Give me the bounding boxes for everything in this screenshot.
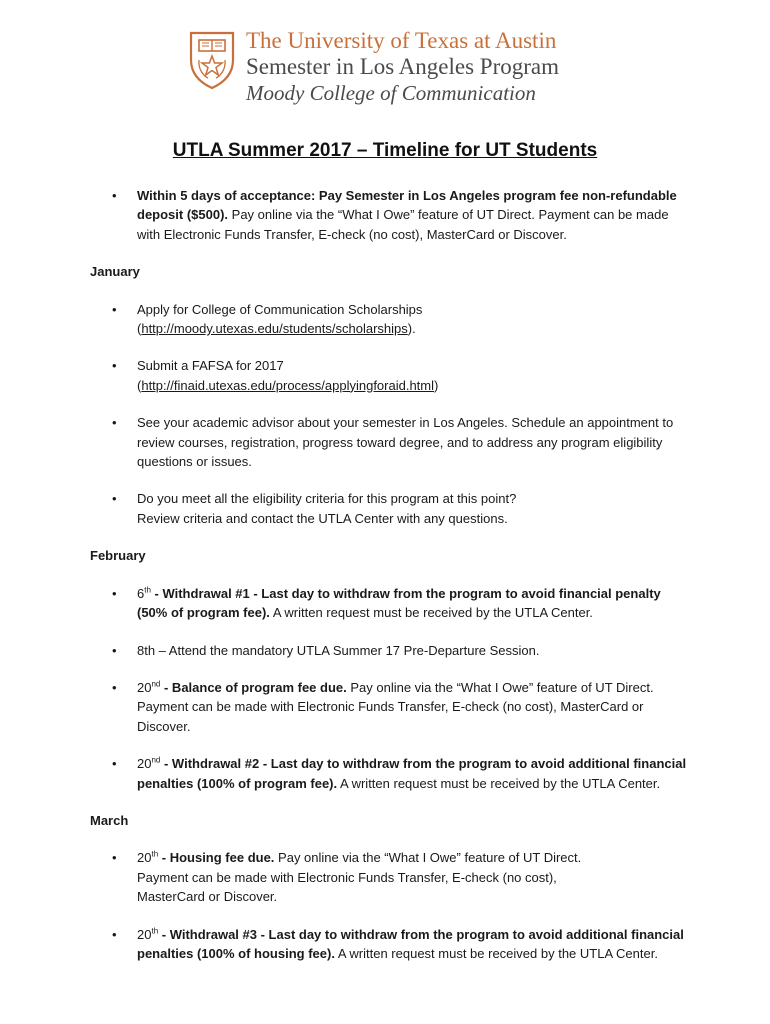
item-text: Do you meet all the eligibility criteria for this program at this point? [137,491,517,507]
bullet-icon: • [112,188,117,203]
month-heading-february: February [90,548,146,564]
bullet-icon: • [112,642,117,658]
item-text: Submit a FAFSA for 2017 [137,358,284,374]
list-item: • 20nd - Withdrawal #2 - Last day to withdraw from the program to avoid additional financial penalties (100% of program fee). A written request must be received by the UTLA Center. [112,755,687,791]
bullet-icon: • [112,358,117,374]
list-item [90,641,690,660]
item-bold: - Withdrawal #3 - Last day to withdraw from the program to avoid additional financial penalties (100% of housing fee). [137,926,684,961]
intro-text: Pay online via the “What I Owe” feature of UT Direct. Payment can be made with Electronic Funds Transfer, E-check (no cost), MasterCard or Discover. [137,207,669,242]
intro-item [90,186,690,244]
item-text: 8th – Attend the mandatory UTLA Summer 17 Pre-Departure Session. [137,642,540,658]
list-item: • 20th - Withdrawal #3 - Last day to withdraw from the program to avoid additional financial penalties (100% of housing fee). A written request must be received by the UTLA Center. [112,926,684,961]
fafsa-link[interactable]: http://finaid.utexas.edu/process/applyingforaid.html [141,377,435,393]
ut-shield-icon [188,30,236,90]
item-text: MasterCard or Discover. [137,889,278,905]
item-text: Pay online via the “What I Owe” feature of UT Direct. [274,850,582,866]
list-item: • Apply for College of Communication Scholarships (http://moody.utexas.edu/students/scholarships). [112,301,423,337]
list-item: • Submit a FAFSA for 2017 (http://finaid.utexas.edu/process/applyingforaid.html) [112,358,439,393]
month-heading-march: March [90,812,129,828]
item-text: Review criteria and contact the UTLA Center with any questions. [137,510,508,526]
college-name: Moody College of Communication [246,81,536,105]
bullet-icon: • [112,301,117,317]
item-text: A written request must be received by the UTLA Center. [269,605,593,621]
item-text: Payment can be made with Electronic Funds Transfer, E-check (no cost), [137,869,557,885]
item-text: A written request must be received by the UTLA Center. [334,945,658,961]
list-item: • 6th - Withdrawal #1 - Last day to withdraw from the program to avoid financial penalty (50% of program fee). A written request must be received by the UTLA Center. [112,585,661,621]
list-item [90,489,690,528]
bullet-icon: • [112,926,117,942]
list-item: • 20nd - Balance of program fee due. Pay online via the “What I Owe” feature of UT Direct. Payment can be made with Electronic Funds Transfer, E-check (no cost), MasterCard or Discover. [112,679,654,734]
item-text: Pay online via the “What I Owe” feature of UT Direct. Payment can be made with Electronic Funds Transfer, E-check (no cost), MasterCard or Discover. [137,679,654,734]
institution-name: The University of Texas at Austin [246,28,557,53]
item-bold: - Balance of program fee due. [160,679,347,695]
bullet-icon: • [112,756,117,772]
item-bold: - Housing fee due. [158,850,275,866]
page-header [188,26,608,112]
bullet-icon: • [112,679,117,695]
program-name: Semester in Los Angeles Program [246,54,560,79]
bullet-icon: • [112,491,117,507]
item-bold: - Withdrawal #2 - Last day to withdraw from the program to avoid additional financial penalties (100% of program fee). [137,756,687,791]
scholarships-link[interactable]: http://moody.utexas.edu/students/scholarships [141,321,408,337]
item-text: Apply for College of Communication Scholarships [137,301,423,317]
month-heading-january: January [90,264,140,280]
bullet-icon: • [112,585,117,601]
timeline-content [90,186,690,963]
list-item [90,413,690,471]
page-title: UTLA Summer 2017 – Timeline for UT Students [172,140,598,161]
intro-bold: Within 5 days of acceptance: Pay Semester in Los Angeles program fee non-refundable deposit ($500). [137,188,677,223]
list-item: • 20th - Housing fee due. Pay online via the “What I Owe” feature of UT Direct. Payment can be made with Electronic Funds Transfer, E-check (no cost), MasterCard or Discover. [112,850,582,905]
item-text: A written request must be received by the UTLA Center. [337,775,661,791]
bullet-icon: • [112,415,117,431]
bullet-icon: • [112,850,117,866]
item-text: See your academic advisor about your semester in Los Angeles. Schedule an appointment to review courses, registration, progress toward degree, and to address any program eligibility questions or issues. [137,415,674,470]
item-bold: - Withdrawal #1 - Last day to withdraw from the program to avoid financial penalty (50% of program fee). [137,585,661,621]
